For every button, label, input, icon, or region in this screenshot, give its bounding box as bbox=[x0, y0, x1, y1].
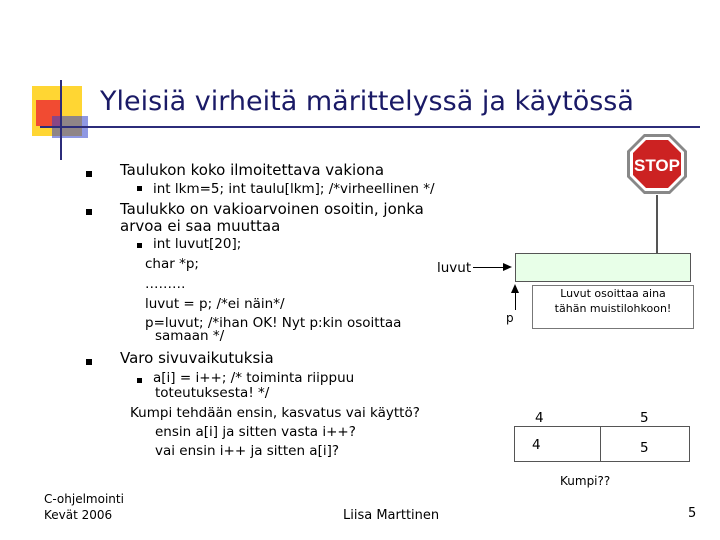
memory-block bbox=[515, 253, 691, 282]
code-luvut-eq-p: luvut = p; /*ei näin*/ bbox=[145, 296, 285, 312]
footer-author: Liisa Marttinen bbox=[343, 508, 440, 523]
bullet-constant-pointer-2: arvoa ei saa muuttaa bbox=[120, 217, 281, 235]
code-a-i-plusplus: a[i] = i++; /* toiminta riippuu bbox=[153, 370, 355, 386]
value-row1-left: 4 bbox=[535, 410, 544, 426]
footer-course: C-ohjelmointi bbox=[44, 492, 124, 506]
page-number: 5 bbox=[688, 506, 697, 521]
code-samaan: samaan */ bbox=[155, 328, 225, 344]
callout-line-1: Luvut osoittaa aina bbox=[560, 287, 666, 300]
bullet-marker bbox=[137, 243, 142, 248]
bullet-marker bbox=[137, 186, 142, 191]
question-option-1: ensin a[i] ja sitten vasta i++? bbox=[155, 424, 356, 440]
slide-title: Yleisiä virheitä märittelyssä ja käytössä bbox=[100, 86, 634, 117]
callout-box bbox=[532, 285, 694, 329]
array-cell-divider bbox=[600, 426, 601, 462]
code-ellipsis: ……… bbox=[145, 276, 186, 292]
decor-vertical-line bbox=[60, 80, 62, 160]
bullet-marker bbox=[137, 378, 142, 383]
value-row1-right: 5 bbox=[640, 410, 649, 426]
stop-sign-icon bbox=[626, 133, 688, 195]
footer-term: Kevät 2006 bbox=[44, 508, 113, 522]
p-arrow-head bbox=[511, 284, 519, 293]
code-p-eq-luvut: p=luvut; /*ihan OK! Nyt p:kin osoittaa bbox=[145, 315, 402, 331]
code-char-p: char *p; bbox=[145, 256, 199, 272]
code-toteutuksesta: toteutuksesta! */ bbox=[155, 385, 270, 401]
stop-sign-post bbox=[656, 195, 658, 255]
bullet-marker bbox=[86, 359, 92, 365]
luvut-arrow-head bbox=[503, 263, 512, 271]
which-question: Kumpi?? bbox=[560, 474, 611, 488]
code-taulu-lkm: int lkm=5; int taulu[lkm]; /*virheellinen */ bbox=[153, 181, 435, 197]
callout-line-2: tähän muistilohkoon! bbox=[554, 302, 672, 315]
question-order: Kumpi tehdään ensin, kasvatus vai käyttö? bbox=[130, 405, 420, 421]
bullet-side-effects: Varo sivuvaikutuksia bbox=[120, 349, 274, 367]
value-row2-left: 4 bbox=[532, 437, 541, 453]
title-underline bbox=[40, 126, 700, 128]
stop-sign-text: STOP bbox=[634, 156, 680, 175]
p-arrow-line bbox=[515, 292, 516, 310]
question-option-2: vai ensin i++ ja sitten a[i]? bbox=[155, 443, 340, 459]
bullet-fixed-size: Taulukon koko ilmoitettava vakiona bbox=[120, 161, 385, 179]
luvut-arrow-line bbox=[473, 267, 505, 268]
p-label: p bbox=[506, 311, 514, 325]
bullet-marker bbox=[86, 171, 92, 177]
luvut-label: luvut bbox=[437, 260, 472, 276]
bullet-constant-pointer-1: Taulukko on vakioarvoinen osoitin, jonka bbox=[120, 200, 424, 218]
value-row2-right: 5 bbox=[640, 440, 649, 456]
bullet-marker bbox=[86, 209, 92, 215]
code-int-luvut: int luvut[20]; bbox=[153, 236, 242, 252]
